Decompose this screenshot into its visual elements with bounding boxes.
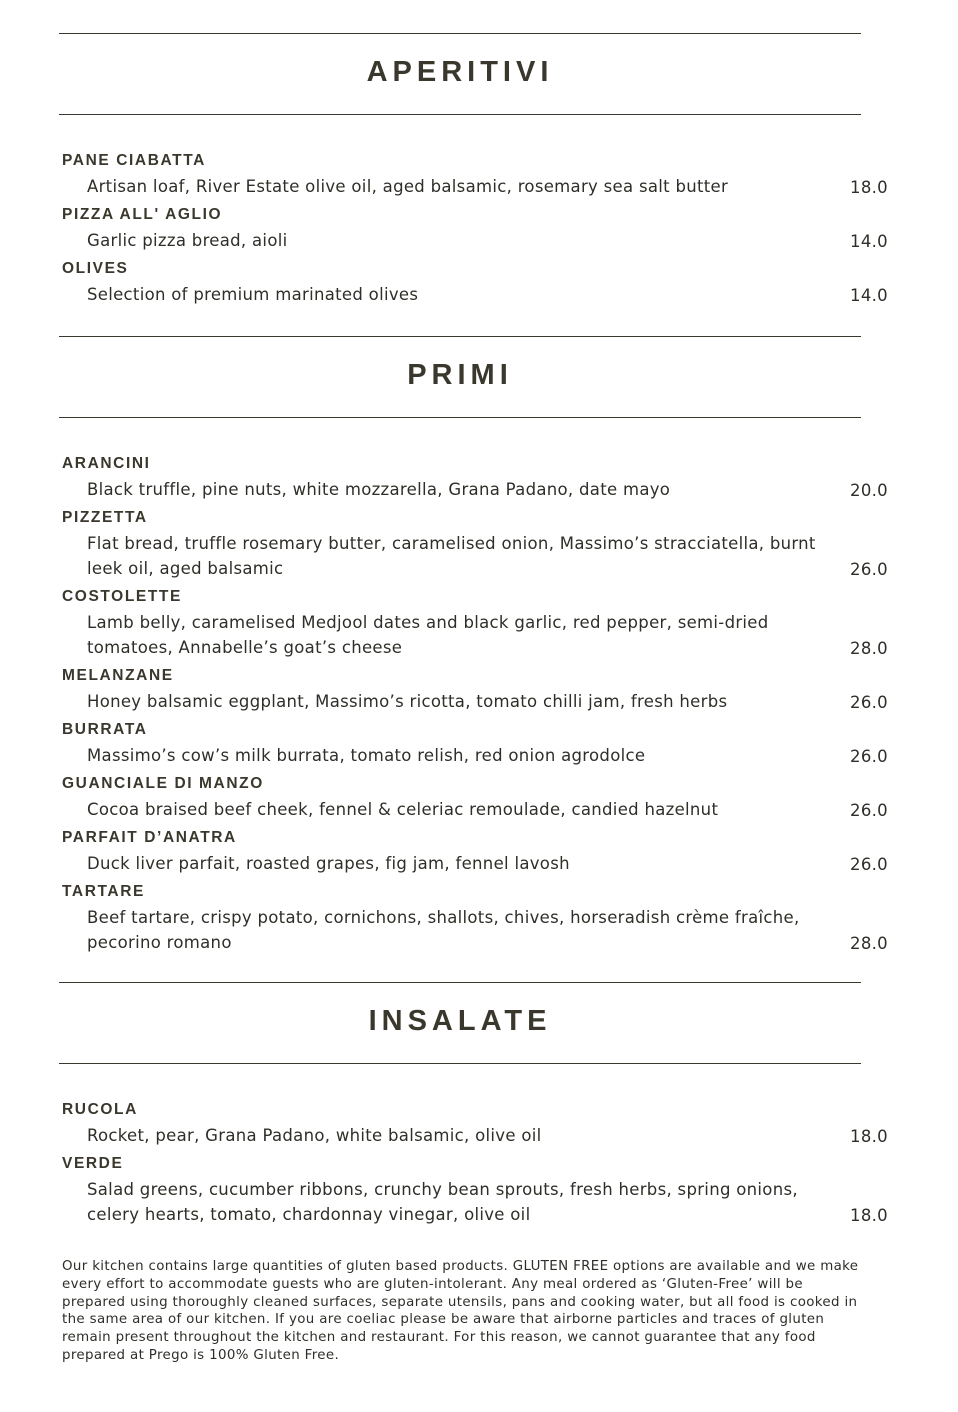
item-name: PIZZETTA xyxy=(62,509,148,526)
item-price: 14.0 xyxy=(850,286,888,305)
section-rule-bottom xyxy=(59,1063,861,1064)
item-price: 14.0 xyxy=(850,232,888,251)
item-price: 26.0 xyxy=(850,747,888,766)
item-price: 26.0 xyxy=(850,560,888,579)
item-description: Lamb belly, caramelised Medjool dates and black garlic, red pepper, semi-dried tomatoes, Annabelle’s goat’s cheese xyxy=(87,613,769,657)
item-name: ARANCINI xyxy=(62,455,151,472)
item-price: 26.0 xyxy=(850,693,888,712)
item-description: Selection of premium marinated olives xyxy=(87,285,419,304)
item-description: Cocoa braised beef cheek, fennel & celeriac remoulade, candied hazelnut xyxy=(87,800,719,819)
item-description: Garlic pizza bread, aioli xyxy=(87,231,288,250)
item-description: Black truffle, pine nuts, white mozzarella, Grana Padano, date mayo xyxy=(87,480,671,499)
item-name: PARFAIT D’ANATRA xyxy=(62,829,237,846)
section-rule-bottom xyxy=(59,114,861,115)
item-price: 18.0 xyxy=(850,178,888,197)
section-rule-top xyxy=(59,982,861,983)
section-title-insalate: INSALATE xyxy=(368,1005,552,1037)
section-rule-bottom xyxy=(59,417,861,418)
item-description: Flat bread, truffle rosemary butter, caramelised onion, Massimo’s stracciatella, burnt leek oil, aged balsamic xyxy=(87,534,816,578)
item-price: 26.0 xyxy=(850,855,888,874)
item-price: 18.0 xyxy=(850,1127,888,1146)
item-price: 18.0 xyxy=(850,1206,888,1225)
item-price: 28.0 xyxy=(850,639,888,658)
item-price: 26.0 xyxy=(850,801,888,820)
item-name: PIZZA ALL' AGLIO xyxy=(62,206,223,223)
item-name: OLIVES xyxy=(62,260,129,277)
item-name: BURRATA xyxy=(62,721,148,738)
item-price: 20.0 xyxy=(850,481,888,500)
item-name: COSTOLETTE xyxy=(62,588,182,605)
section-rule-top xyxy=(59,33,861,34)
item-description: Artisan loaf, River Estate olive oil, aged balsamic, rosemary sea salt butter xyxy=(87,177,729,196)
gluten-disclaimer: Our kitchen contains large quantities of gluten based products. GLUTEN FREE options are available and we make every effort to accommodate guests who are gluten-intolerant. Any meal ordered as ‘Gluten-Free’ will be prepared using thoroughly cleaned surfaces, separate utensils, pans and cooking water, but all food is cooked in the same area of our kitchen. If you are coeliac please be aware that airborne particles and traces of gluten remain present throughout the kitchen and restaurant. For this reason, we cannot guarantee that any food prepared at Prego is 100% Gluten Free. xyxy=(62,1259,859,1363)
item-name: VERDE xyxy=(62,1155,124,1172)
section-title-aperitivi: APERITIVI xyxy=(366,56,554,88)
item-name: PANE CIABATTA xyxy=(62,152,206,169)
item-name: MELANZANE xyxy=(62,667,174,684)
item-name: RUCOLA xyxy=(62,1101,138,1118)
item-price: 28.0 xyxy=(850,934,888,953)
item-description: Beef tartare, crispy potato, cornichons, shallots, chives, horseradish crème fraîche, pecorino romano xyxy=(87,908,800,952)
item-description: Salad greens, cucumber ribbons, crunchy bean sprouts, fresh herbs, spring onions, celery hearts, tomato, chardonnay vinegar, olive oil xyxy=(87,1180,798,1224)
item-description: Rocket, pear, Grana Padano, white balsamic, olive oil xyxy=(87,1126,542,1145)
item-description: Honey balsamic eggplant, Massimo’s ricotta, tomato chilli jam, fresh herbs xyxy=(87,692,728,711)
item-description: Massimo’s cow’s milk burrata, tomato relish, red onion agrodolce xyxy=(87,746,646,765)
item-name: GUANCIALE DI MANZO xyxy=(62,775,264,792)
section-title-primi: PRIMI xyxy=(407,359,513,391)
section-rule-top xyxy=(59,336,861,337)
item-description: Duck liver parfait, roasted grapes, fig jam, fennel lavosh xyxy=(87,854,570,873)
item-name: TARTARE xyxy=(62,883,145,900)
